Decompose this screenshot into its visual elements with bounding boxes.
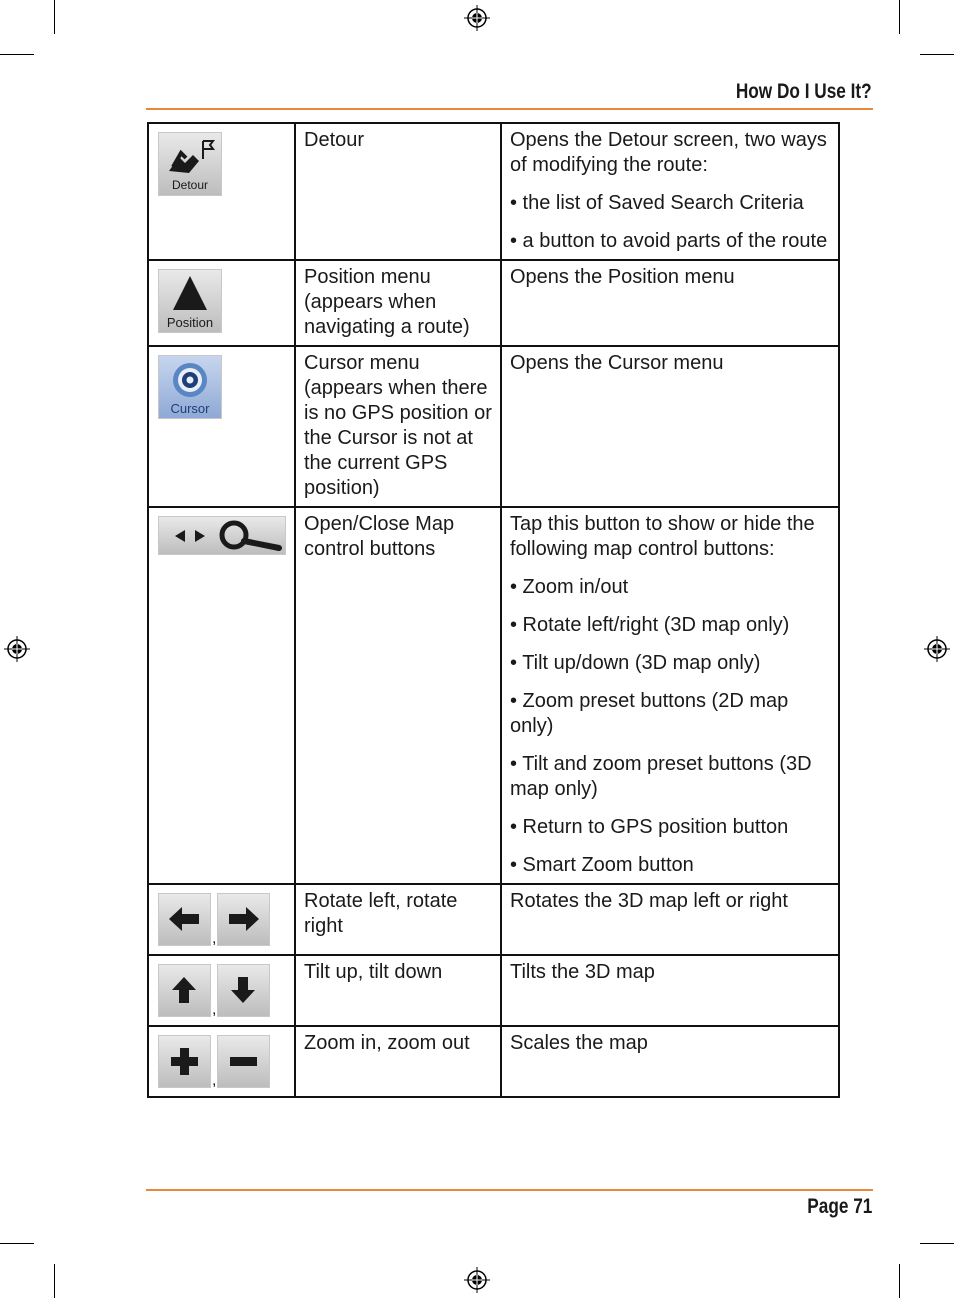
- description-text: Tilts the 3D map: [510, 961, 655, 983]
- description-bullet: • Return to GPS position button: [510, 816, 789, 838]
- description-text: Opens the Position menu: [510, 266, 735, 288]
- registration-mark-icon: [463, 1266, 491, 1294]
- crop-mark: [920, 1243, 954, 1244]
- icon-cell: [148, 955, 295, 1026]
- description-cell: [501, 123, 839, 260]
- icon-cell: [148, 260, 295, 346]
- tilt-up-icon: [158, 964, 211, 1017]
- button-name: Position menu (appears when navigating a route): [295, 260, 501, 346]
- description-bullet: • Zoom in/out: [510, 576, 629, 598]
- crop-mark: [899, 1264, 900, 1298]
- description-bullet: • Tilt up/down (3D map only): [510, 652, 761, 674]
- zoom-out-icon: [217, 1035, 270, 1088]
- position-caption: Position: [166, 315, 214, 330]
- table-row: [148, 884, 839, 955]
- description-bullet: • Smart Zoom button: [510, 854, 694, 876]
- description-bullet: • Tilt and zoom preset buttons (3D map only): [510, 753, 812, 800]
- description-cell: [501, 884, 839, 955]
- registration-mark-icon: [923, 635, 951, 663]
- rotate-left-icon: [158, 893, 211, 946]
- crop-mark: [54, 1264, 55, 1298]
- button-name: Detour: [295, 123, 501, 260]
- button-name: Zoom in, zoom out: [295, 1026, 501, 1097]
- button-name: Open/Close Map control buttons: [295, 507, 501, 884]
- footer-rule: [146, 1189, 873, 1191]
- crop-mark: [54, 0, 55, 34]
- description-bullet: • Zoom preset buttons (2D map only): [510, 690, 789, 737]
- icon-cell: [148, 123, 295, 260]
- position-icon: [158, 269, 222, 333]
- icon-separator: ,: [212, 1001, 217, 1018]
- description-text: Opens the Cursor menu: [510, 352, 724, 374]
- description-cell: [501, 507, 839, 884]
- registration-mark-icon: [463, 4, 491, 32]
- crop-mark: [0, 54, 34, 55]
- table-row: [148, 346, 839, 507]
- description-bullet: • Rotate left/right (3D map only): [510, 614, 790, 636]
- description-text: Opens the Detour screen, two ways of modifying the route:: [510, 129, 827, 176]
- running-header: How Do I Use It?: [736, 80, 872, 103]
- map-controls-icon: [158, 516, 286, 555]
- rotate-right-icon: [217, 893, 270, 946]
- detour-caption: Detour: [171, 178, 209, 192]
- button-name: Rotate left, rotate right: [295, 884, 501, 955]
- icon-separator: ,: [212, 1072, 217, 1089]
- table-row: [148, 260, 839, 346]
- icon-cell: [148, 507, 295, 884]
- description-cell: [501, 1026, 839, 1097]
- description-cell: [501, 346, 839, 507]
- description-text: Tap this button to show or hide the following map control buttons:: [510, 513, 815, 560]
- description-cell: [501, 955, 839, 1026]
- button-name: Cursor menu (appears when there is no GPS position or the Cursor is not at the current GPS position): [295, 346, 501, 507]
- cursor-icon: [158, 355, 222, 419]
- header-rule: [146, 108, 873, 110]
- table-row: [148, 1026, 839, 1097]
- table-row: [148, 955, 839, 1026]
- crop-mark: [899, 0, 900, 34]
- description-text: Scales the map: [510, 1032, 648, 1054]
- description-bullet: • the list of Saved Search Criteria: [510, 192, 804, 214]
- icon-cell: [148, 346, 295, 507]
- cursor-caption: Cursor: [170, 401, 210, 416]
- registration-mark-icon: [3, 635, 31, 663]
- zoom-in-icon: [158, 1035, 211, 1088]
- icon-separator: ,: [212, 930, 217, 947]
- button-name: Tilt up, tilt down: [295, 955, 501, 1026]
- crop-mark: [920, 54, 954, 55]
- page-number: Page 71: [806, 1195, 872, 1218]
- description-text: Rotates the 3D map left or right: [510, 890, 788, 912]
- table-row: [148, 507, 839, 884]
- crop-mark: [0, 1243, 34, 1244]
- icon-cell: [148, 1026, 295, 1097]
- icon-cell: [148, 884, 295, 955]
- map-buttons-table: [147, 122, 840, 1098]
- tilt-down-icon: [217, 964, 270, 1017]
- description-cell: [501, 260, 839, 346]
- description-bullet: • a button to avoid parts of the route: [510, 230, 828, 252]
- detour-icon: [158, 132, 222, 196]
- table-row: [148, 123, 839, 260]
